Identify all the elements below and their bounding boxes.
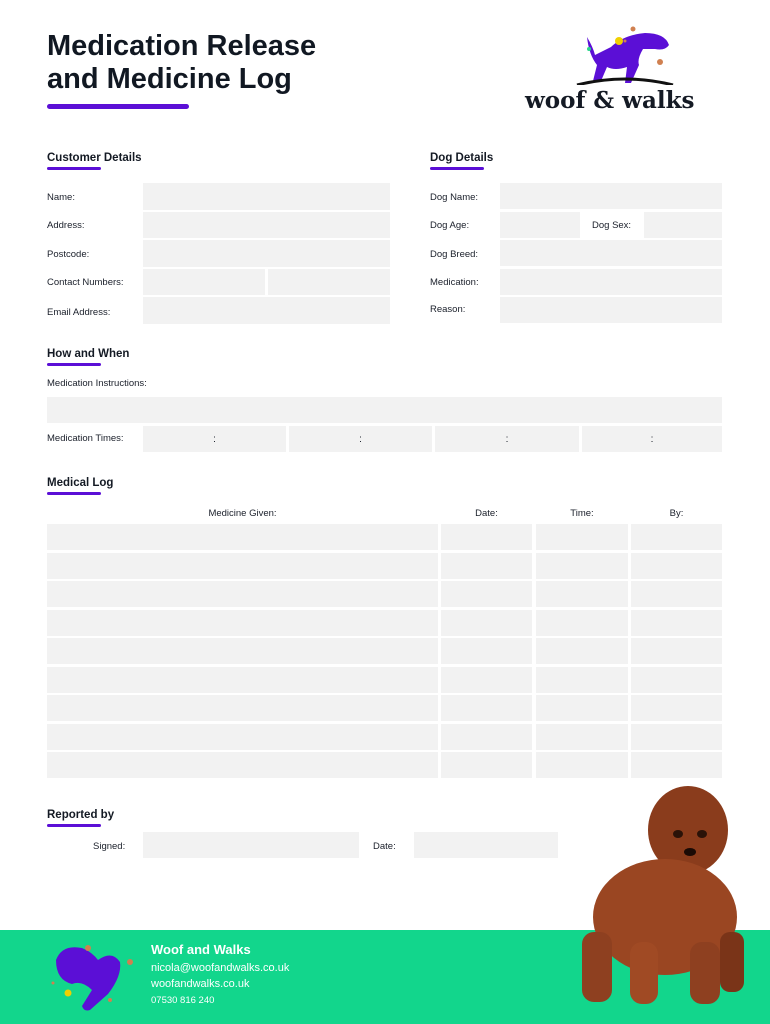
time-separator: : <box>213 433 216 445</box>
time-field-2[interactable] <box>289 426 432 452</box>
medication-field[interactable] <box>500 269 722 295</box>
log-cell-by[interactable] <box>631 581 722 607</box>
report-date-label: Date: <box>373 841 396 852</box>
email-field[interactable] <box>143 297 390 324</box>
dog-breed-field[interactable] <box>500 240 722 266</box>
dog-logo-icon <box>525 25 725 85</box>
title-line-2: and Medicine Log <box>47 63 292 95</box>
title-underline <box>47 104 189 109</box>
dog-age-label: Dog Age: <box>430 220 470 231</box>
time-separator: : <box>650 433 654 445</box>
log-cell-by[interactable] <box>631 667 722 693</box>
reason-label: Reason: <box>430 304 466 315</box>
time-separator: : <box>505 433 509 445</box>
dog-details-heading: Dog Details <box>430 152 494 164</box>
reason-field[interactable] <box>500 297 722 323</box>
log-cell-date[interactable] <box>441 667 532 693</box>
contact-number-1-field[interactable] <box>143 269 265 295</box>
dog-photo <box>570 782 755 1012</box>
col-medicine-given: Medicine Given: <box>208 508 277 519</box>
contact-number-2-field[interactable] <box>268 269 390 295</box>
log-cell-medicine-given[interactable] <box>47 553 438 579</box>
instructions-label: Medication Instructions: <box>47 378 147 389</box>
dog-name-field[interactable] <box>500 183 722 209</box>
col-time: Time: <box>570 508 594 519</box>
log-cell-medicine-given[interactable] <box>47 524 438 550</box>
instructions-field[interactable] <box>47 397 722 423</box>
log-cell-date[interactable] <box>441 752 532 778</box>
log-cell-time[interactable] <box>536 524 628 550</box>
log-cell-time[interactable] <box>536 667 628 693</box>
signed-field[interactable] <box>143 832 359 858</box>
heading-underline <box>47 492 101 495</box>
title-line-1: Medication Release <box>47 30 317 62</box>
page-title <box>47 30 316 96</box>
log-cell-medicine-given[interactable] <box>47 638 438 664</box>
log-cell-date[interactable] <box>441 724 532 750</box>
col-date: Date: <box>475 508 498 519</box>
log-cell-date[interactable] <box>441 610 532 636</box>
footer-company-name: Woof and Walks <box>151 942 251 957</box>
report-date-field[interactable] <box>414 832 558 858</box>
log-cell-by[interactable] <box>631 638 722 664</box>
log-cell-medicine-given[interactable] <box>47 610 438 636</box>
log-cell-medicine-given[interactable] <box>47 581 438 607</box>
address-field[interactable] <box>143 212 390 238</box>
dog-age-field[interactable] <box>500 212 580 238</box>
medication-times-label: Medication Times: <box>47 433 124 444</box>
log-cell-date[interactable] <box>441 638 532 664</box>
log-cell-time[interactable] <box>536 695 628 721</box>
dog-sex-field[interactable] <box>644 212 722 238</box>
footer-phone: 07530 816 240 <box>151 995 215 1006</box>
time-field-3[interactable] <box>435 426 579 452</box>
postcode-label: Postcode: <box>47 249 90 260</box>
time-field-1[interactable] <box>143 426 286 452</box>
contact-numbers-label: Contact Numbers: <box>47 277 124 288</box>
log-cell-time[interactable] <box>536 752 628 778</box>
log-cell-date[interactable] <box>441 524 532 550</box>
reported-by-heading: Reported by <box>47 809 115 821</box>
heading-underline <box>430 167 484 170</box>
name-field[interactable] <box>143 183 390 210</box>
log-cell-time[interactable] <box>536 724 628 750</box>
log-cell-medicine-given[interactable] <box>47 724 438 750</box>
log-cell-by[interactable] <box>631 724 722 750</box>
log-cell-by[interactable] <box>631 610 722 636</box>
log-cell-time[interactable] <box>536 610 628 636</box>
log-cell-date[interactable] <box>441 553 532 579</box>
time-separator: : <box>359 433 362 445</box>
name-label: Name: <box>47 192 75 203</box>
col-by: By: <box>669 508 684 519</box>
log-cell-by[interactable] <box>631 524 722 550</box>
address-label: Address: <box>47 220 85 231</box>
log-cell-by[interactable] <box>631 553 722 579</box>
medical-log-heading: Medical Log <box>47 477 114 489</box>
log-cell-time[interactable] <box>536 581 628 607</box>
heading-underline <box>47 363 101 366</box>
heading-underline <box>47 167 101 170</box>
dog-sex-label: Dog Sex: <box>592 220 632 231</box>
log-cell-medicine-given[interactable] <box>47 667 438 693</box>
log-cell-date[interactable] <box>441 581 532 607</box>
dog-breed-label: Dog Breed: <box>430 249 479 260</box>
log-cell-date[interactable] <box>441 695 532 721</box>
log-cell-time[interactable] <box>536 553 628 579</box>
email-label: Email Address: <box>47 307 111 318</box>
logo-text: woof & walks <box>525 87 695 114</box>
heart-dog-logo-icon <box>48 940 138 1015</box>
log-cell-by[interactable] <box>631 752 722 778</box>
signed-label: Signed: <box>93 841 126 852</box>
logo <box>525 25 725 115</box>
how-and-when-heading: How and When <box>47 348 130 360</box>
customer-details-heading: Customer Details <box>47 152 142 164</box>
time-field-4[interactable] <box>582 426 722 452</box>
dog-name-label: Dog Name: <box>430 192 479 203</box>
log-cell-time[interactable] <box>536 638 628 664</box>
footer-website[interactable]: woofandwalks.co.uk <box>151 978 250 990</box>
log-cell-medicine-given[interactable] <box>47 752 438 778</box>
log-cell-medicine-given[interactable] <box>47 695 438 721</box>
footer-email[interactable]: nicola@woofandwalks.co.uk <box>151 962 290 974</box>
heading-underline <box>47 824 101 827</box>
postcode-field[interactable] <box>143 240 390 267</box>
medication-label: Medication: <box>430 277 479 288</box>
log-cell-by[interactable] <box>631 695 722 721</box>
